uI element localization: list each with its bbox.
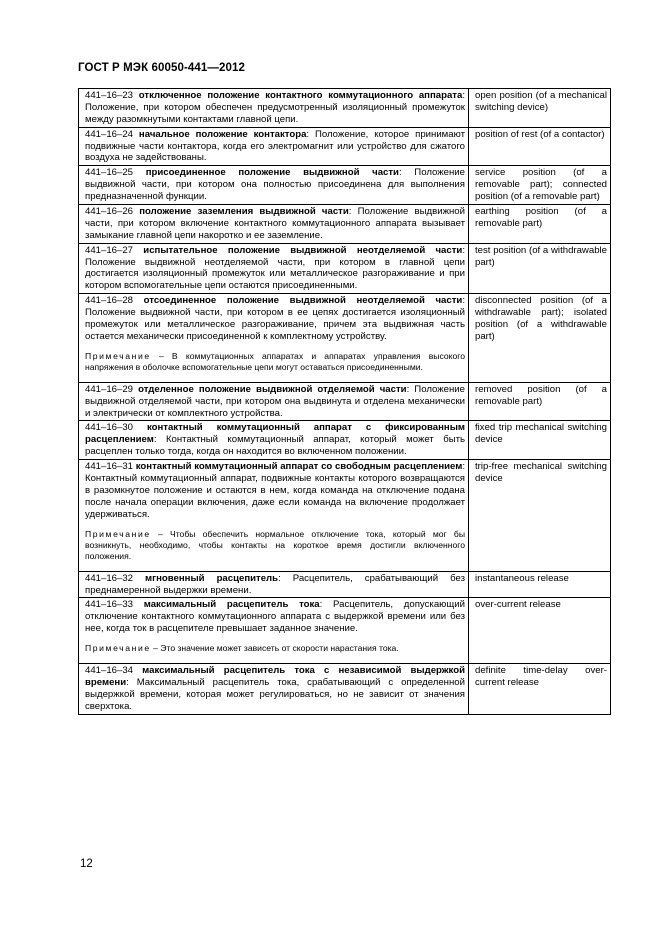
term-name: присоединенное положение выдвижной части bbox=[145, 167, 399, 179]
english-term-cell: test position (of a withdrawable part) bbox=[469, 243, 611, 294]
term-definition: Положение выдвижной части, при котором включение контактного коммутационного аппарата вызывает замыкание главной цепи накоротко и ее заземление. bbox=[85, 206, 465, 241]
term-number: 441–16–25 bbox=[85, 167, 134, 179]
term-note bbox=[85, 643, 465, 654]
term-definition-cell: 441–16–30 контактный коммутационный аппарат с фиксированным расцеплением: Контактный коммутационный аппарат, который может быть расцеплен только тогда, когда он находится во включенном положении. bbox=[79, 421, 469, 460]
term-number: 441–16–23 bbox=[85, 90, 134, 101]
term-row bbox=[79, 664, 611, 715]
term-name: отключенное положение контактного коммутационного аппарата bbox=[138, 90, 463, 101]
term-definition-cell: 441–16–27 испытательное положение выдвижной неотделяемой части: Положение выдвижной неотделяемой части, при котором в главной цепи достигается изоляционный промежуток или металлическое разгораживание и при котором вспомогательные цепи остаются присоединенными. bbox=[79, 243, 469, 294]
term-definition: Положение выдвижной части, при котором в ее цепях достигается изоляционный промежуток или металлическое разгораживание, причем эта выдвижная часть остается механически присоединенной к комплектному устройству. bbox=[85, 307, 465, 342]
term-name: испытательное положение выдвижной неотделяемой части bbox=[143, 244, 463, 256]
term-definition-cell: 441–16–29 отделенное положение выдвижной отделяемой части: Положение выдвижной отделяемой части, при котором она выдвинута и отделена механически и электрически от комплектного устройства. bbox=[79, 382, 469, 421]
term-definition-cell: 441–16–25 присоединенное положение выдвижной части: Положение выдвижной части, при котором она полностью присоединена для выполнения предназначенной функции. bbox=[79, 166, 469, 205]
term-definition-cell: 441–16–32 мгновенный расцепитель: Расцепитель, срабатывающий без преднамеренной выдержки времени. bbox=[79, 571, 469, 598]
term-definition: Контактный коммутационный аппарат, который может быть расцеплен только тогда, когда он находится во включенном положении. bbox=[85, 434, 465, 458]
term-number: 441–16–27 bbox=[85, 244, 134, 256]
term-name: максимальный расцепитель тока bbox=[143, 599, 320, 611]
english-term-cell: disconnected position (of a withdrawable part); isolated position (of a withdrawable part) bbox=[469, 294, 611, 383]
english-term-cell: instantaneous release bbox=[469, 571, 611, 598]
term-definition-cell: 441–16–26 положение заземления выдвижной части: Положение выдвижной части, при котором включение контактного коммутационного аппарата вызывает замыкание главной цепи накоротко и ее заземление. bbox=[79, 205, 469, 244]
term-name: положение заземления выдвижной части bbox=[139, 206, 349, 218]
term-definition: Максимальный расцепитель тока, срабатывающий с определенной выдержкой времени, которая может регулироваться, но не зависит от значения сверхтока. bbox=[85, 676, 465, 712]
english-term-cell: over-current release bbox=[469, 598, 611, 664]
term-number: 441–16–29 bbox=[85, 383, 134, 395]
term-row bbox=[79, 127, 611, 166]
term-row bbox=[79, 460, 611, 571]
term-row bbox=[79, 382, 611, 421]
note-text: – Это значение может зависеть от скорости нарастания тока. bbox=[153, 643, 399, 654]
english-term-cell: earthing position (of a removable part) bbox=[469, 205, 611, 244]
term-row bbox=[79, 205, 611, 244]
document-header: ГОСТ Р МЭК 60050-441—2012 bbox=[78, 62, 245, 74]
english-term-cell: fixed trip mechanical switching device bbox=[469, 421, 611, 460]
term-name: начальное положение контактора bbox=[138, 128, 307, 140]
note-text: – В коммутационных аппаратах и аппаратах управления высокого напряжения в оболочке вспомогательные цепи могут оставаться присоединенными. bbox=[85, 350, 465, 372]
term-number: 441–16–28 bbox=[85, 295, 134, 307]
term-number: 441–16–32 bbox=[85, 572, 134, 584]
term-row bbox=[79, 294, 611, 383]
term-definition: Расцепитель, срабатывающий без преднамеренной выдержки времени. bbox=[85, 572, 465, 596]
term-definition-cell: 441–16–28 отсоединенное положение выдвижной неотделяемой части: Положение выдвижной части, при котором в ее цепях достигается изоляционный промежуток или металлическое разгораживание, причем эта выдвижная часть остается механически присоединенной к комплектному устройству. Примечание – В коммутационных аппаратах и аппаратах управления высокого напряжения в оболочке вспомогательные цепи могут оставаться присоединенными. bbox=[79, 294, 469, 383]
term-name: отсоединенное положение выдвижной неотделяемой части bbox=[143, 295, 463, 307]
term-definition-cell: 441–16–33 максимальный расцепитель тока: Расцепитель, допускающий отключение контактного коммутационного аппарата с выдержкой времени или без нее, когда ток в расцепителе превышает заданное значение. Примечание – Это значение может зависеть от скорости нарастания тока. bbox=[79, 598, 469, 664]
note-label: Примечание bbox=[85, 643, 151, 654]
note-label: Примечание bbox=[85, 528, 151, 539]
term-number: 441–16–24 bbox=[85, 128, 134, 140]
term-definition: Положение выдвижной части, при котором она полностью присоединена для выполнения предназначенной функции. bbox=[85, 167, 465, 203]
term-name: мгновенный расцепитель bbox=[145, 572, 279, 584]
term-name: максимальный расцепитель тока с независимой выдержкой времени bbox=[85, 665, 465, 688]
term-row bbox=[79, 89, 611, 128]
term-definition: Положение, которое принимают подвижные части контактора, когда его электромагнит или устройство для сжатого воздуха не задействованы. bbox=[85, 128, 465, 164]
term-definition-cell: 441–16–23 отключенное положение контактного коммутационного аппарата: Положение, при котором обеспечен предусмотренный изоляционный промежуток между разомкнутыми контактами главной цепи. bbox=[79, 89, 469, 128]
term-name: отделенное положение выдвижной отделяемой части bbox=[138, 383, 407, 395]
term-definition-cell: 441–16–34 максимальный расцепитель тока с независимой выдержкой времени: Максимальный расцепитель тока, срабатывающий с определенной выдержкой времени, которая может регулироваться, но не зависит от значения сверхтока. bbox=[79, 664, 469, 715]
english-term-cell: trip-free mechanical switching device bbox=[469, 460, 611, 571]
term-row bbox=[79, 571, 611, 598]
term-number: 441–16–30 bbox=[85, 422, 134, 434]
page-number: 12 bbox=[80, 858, 93, 870]
term-definition: Положение выдвижной отделяемой части, при котором она выдвинута и отделена механически и электрически от комплектного устройства. bbox=[85, 383, 465, 419]
term-definition: Положение выдвижной неотделяемой части, при котором в главной цепи достигается изоляционный промежуток или металлическое разгораживание и при котором вспомогательные цепи остаются присоединенными. bbox=[85, 256, 465, 292]
english-term-cell: definite time-delay over-current release bbox=[469, 664, 611, 715]
note-text: – Чтобы обеспечить нормальное отключение тока, который мог бы возникнуть, необходимо, чтобы контакты на короткое время достигли включенного положения. bbox=[85, 528, 465, 561]
term-number: 441–16–34 bbox=[85, 665, 134, 677]
term-row bbox=[79, 243, 611, 294]
english-term-cell: position of rest (of a contactor) bbox=[469, 127, 611, 166]
english-term-cell: service position (of a removable part); connected position (of a removable part) bbox=[469, 166, 611, 205]
term-row bbox=[79, 166, 611, 205]
english-term-cell: removed position (of a removable part) bbox=[469, 382, 611, 421]
note-label: Примечание bbox=[85, 350, 151, 361]
term-definition-cell: 441–16–24 начальное положение контактора: Положение, которое принимают подвижные части контактора, когда его электромагнит или устройство для сжатого воздуха не задействованы. bbox=[79, 127, 469, 166]
term-definition: Положение, при котором обеспечен предусмотренный изоляционный промежуток между разомкнутыми контактами главной цепи. bbox=[85, 101, 465, 125]
term-note bbox=[85, 351, 465, 373]
term-number: 441–16–31 bbox=[85, 461, 134, 473]
english-term-cell: open position (of a mechanical switching device) bbox=[469, 89, 611, 128]
term-definition: Расцепитель, допускающий отключение контактного коммутационного аппарата с выдержкой времени или без нее, когда ток в расцепителе превышает заданное значение. bbox=[85, 599, 465, 635]
term-number: 441–16–33 bbox=[85, 599, 134, 611]
term-definition-cell: 441–16–31 контактный коммутационный аппарат со свободным расцеплением: Контактный коммутационный аппарат, подвижные контакты которого возвращаются в разомкнутое положение и остаются в нем, когда команда на отключение подана после начала операции включения, даже если команда на включение продолжает удерживаться. Примечание – Чтобы обеспечить нормальное отключение тока, который мог бы возникнуть, необходимо, чтобы контакты на короткое время достигли включенного положения. bbox=[79, 460, 469, 571]
term-note bbox=[85, 529, 465, 562]
term-definition: Контактный коммутационный аппарат, подвижные контакты которого возвращаются в разомкнутое положение и остаются в нем, когда команда на отключение подана после начала операции включения, даже если команда на включение продолжает удерживаться. bbox=[85, 473, 465, 520]
term-row bbox=[79, 598, 611, 664]
term-name: контактный коммутационный аппарат со свободным расцеплением bbox=[135, 461, 463, 473]
term-row bbox=[79, 421, 611, 460]
term-number: 441–16–26 bbox=[85, 206, 134, 218]
terms-table bbox=[78, 88, 611, 715]
term-name: контактный коммутационный аппарат с фиксированным расцеплением bbox=[85, 422, 465, 446]
